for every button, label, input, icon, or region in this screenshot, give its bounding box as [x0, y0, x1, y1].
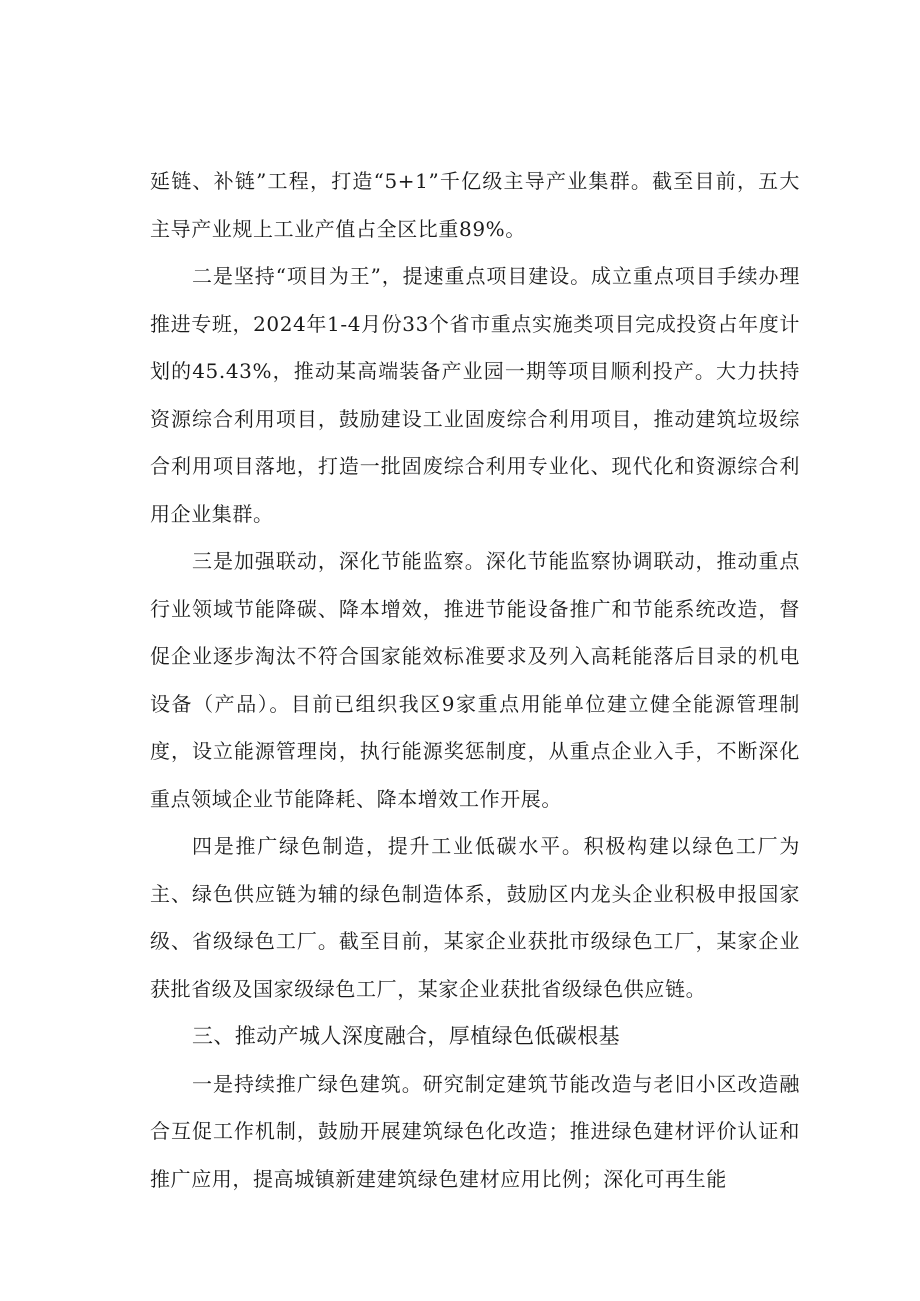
document-page: [150, 158, 800, 1203]
paragraph-industry-chain: 延链、补链”工程，打造“5+1”千亿级主导产业集群。截至目前，五大主导产业规上工业产值占全区比重89%。: [150, 169, 800, 241]
section-heading: 三、推动产城人深度融合，厚植绿色低碳根基: [192, 1024, 620, 1048]
paragraph-energy-supervision: 三是加强联动，深化节能监察。深化节能监察协调联动，推动重点行业领域节能降碳、降本增效，推进节能设备推广和节能系统改造，督促企业逐步淘汰不符合国家能效标准要求及列入高耗能落后目录的机电设备（产品）。目前已组织我区9家重点用能单位建立健全能源管理制度，设立能源管理岗，执行能源奖惩制度，从重点企业入手，不断深化重点领域企业节能降耗、降本增效工作开展。: [150, 549, 800, 811]
paragraph-key-projects: 二是坚持“项目为王”，提速重点项目建设。成立重点项目手续办理推进专班，2024年1-4月份33个省市重点实施类项目完成投资占年度计划的45.43%，推动某高端装备产业园一期等项目顺利投产。大力扶持资源综合利用项目，鼓励建设工业固废综合利用项目，推动建筑垃圾综合利用项目落地，打造一批固废综合利用专业化、现代化和资源综合利用企业集群。: [150, 264, 800, 526]
paragraph-green-building: 一是持续推广绿色建筑。研究制定建筑节能改造与老旧小区改造融合互促工作机制，鼓励开展建筑绿色化改造；推进绿色建材评价认证和推广应用，提高城镇新建建筑绿色建材应用比例；深化可再生能: [150, 1071, 800, 1191]
paragraph-green-manufacturing: 四是推广绿色制造，提升工业低碳水平。积极构建以绿色工厂为主、绿色供应链为辅的绿色制造体系，鼓励区内龙头企业积极申报国家级、省级绿色工厂。截至目前，某家企业获批市级绿色工厂，某家企业获批省级及国家级绿色工厂，某家企业获批省级绿色供应链。: [150, 834, 800, 1001]
